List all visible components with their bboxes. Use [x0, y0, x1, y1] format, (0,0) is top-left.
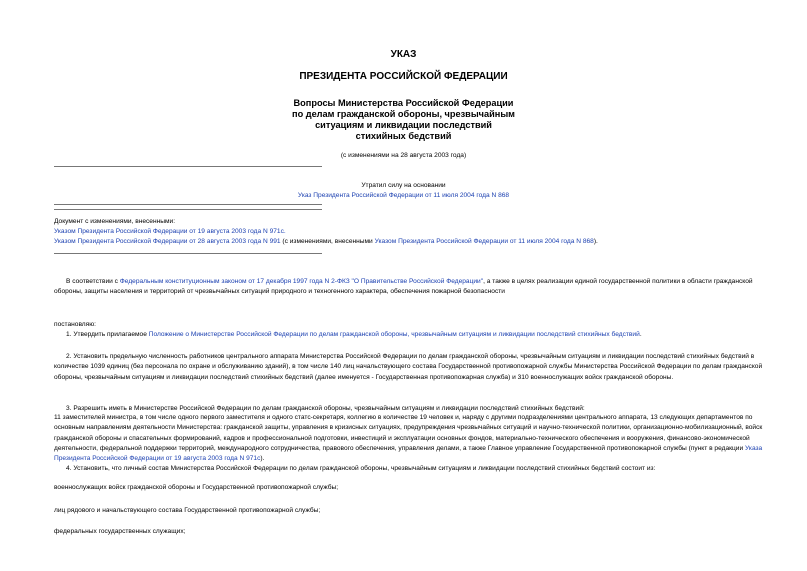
subject-line-1: Вопросы Министерства Российской Федерации: [293, 98, 514, 108]
repeal-decree-link[interactable]: Указ Президента Российской Федерации от 11 июля 2004 года N 868: [297, 192, 510, 199]
constitutional-law-link[interactable]: Федеральным конституционным законом от 17 декабря 1997 года N 2-ФКЗ "О Правительстве Российской Федерации": [119, 278, 484, 285]
item-3-end: ).: [260, 455, 265, 463]
changes-end: ).: [593, 238, 598, 245]
item-2: 2. Установить предельную численность работников центрального аппарата Министерства Российской Федерации по делам гражданской обороны, чрезвычайным ситуациям и ликвидации последствий стихийных бедствий в количестве 1039 единиц (без персонала по охране и обслуживанию зданий), в том числе 140 лиц начальствующего состава Государственной противопожарной службы Министерства Российской Федерации по делам гражданской обороны, чрезвычайным ситуациям и ликвидации последствий стихийных бедствий (далее именуется - Государственная противопожарная служба) и 310 военнослужащих войск гражданской обороны.: [54, 353, 763, 381]
issuer-title: ПРЕЗИДЕНТА РОССИЙСКОЙ ФЕДЕРАЦИИ: [299, 71, 508, 82]
doc-type-title: УКАЗ: [390, 49, 417, 60]
item-3-first: 3. Разрешить иметь в Министерстве Российской Федерации по делам гражданской обороны, чрезвычайным ситуациям и ликвидации последствий стихийных бедствий:: [66, 405, 585, 412]
regulation-link[interactable]: Положение о Министерстве Российской Федерации по делам гражданской обороны, чрезвычайным ситуациям и ликвидации последствий стихийных бедствий: [148, 331, 640, 338]
divider: [54, 209, 322, 210]
status-line: Утратил силу на основании: [361, 182, 446, 189]
item-1-end: .: [639, 331, 642, 338]
subject-line-3: ситуациям и ликвидации последствий: [315, 120, 492, 130]
list-item: федеральных государственных служащих;: [54, 528, 186, 535]
item-3-text: 11 заместителей министра, в том числе одного первого заместителя и одного статс-секретаря, коллегию в количестве 19 человек и, наряду с другими подразделениями центрального аппарата, 13 следующих департаментов по основным направлениям деятельности Министерства: гражданской защиты, управления в кризисных ситуациях, предупреждения чрезвычайных ситуаций и научно-технической политики, организационно-мобилизационный, войск гражданской обороны и спасательных формирований, кадров и профессиональной подготовки, инвестиций и эксплуатации основных фондов, материально-технического обеспечения и вооружения, финансово-экономической деятельности, федеральной поддержки территорий, международного сотрудничества, правового обеспечения, управления делами, а также Главное управление Государственной противопожарной службы (пункт в редакции: [54, 414, 763, 452]
item-4: 4. Установить, что личный состав Министерства Российской Федерации по делам гражданской обороны, чрезвычайным ситуациям и ликвидации последствий стихийных бедствий состоит из:: [66, 465, 656, 472]
changes-intro: Документ с изменениями, внесенными:: [54, 218, 176, 225]
subject-line-2: по делам гражданской обороны, чрезвычайным: [292, 109, 515, 119]
item-3-body: [54, 413, 774, 464]
amendment-link-971[interactable]: Указом Президента Российской Федерации от 19 августа 2003 года N 971с.: [54, 228, 286, 235]
item-1: [54, 330, 774, 340]
changes-mid: (с изменениями, внесенными: [280, 238, 375, 245]
list-item: военнослужащих войск гражданской обороны и Государственной противопожарной службы;: [54, 484, 339, 491]
divider: [54, 253, 322, 254]
amendment-note: (с изменениями на 28 августа 2003 года): [340, 152, 467, 159]
status-link-wrap: [0, 191, 807, 201]
amendment-link-868[interactable]: Указом Президента Российской Федерации от 11 июля 2004 года N 868: [374, 238, 594, 245]
decree-word: постановляю:: [54, 321, 97, 328]
subject-title: [0, 98, 807, 142]
preamble-start: В соответствии с: [66, 278, 120, 285]
subject-line-4: стихийных бедствий: [355, 131, 452, 141]
changes-block: [54, 217, 774, 247]
item-1-start: 1. Утвердить прилагаемое: [66, 331, 149, 338]
divider: [54, 166, 322, 167]
amendment-link-991[interactable]: Указом Президента Российской Федерации от 28 августа 2003 года N 991: [54, 238, 281, 245]
preamble: [54, 277, 774, 298]
divider: [54, 204, 322, 205]
list-item: лиц рядового и начальствующего состава Государственной противопожарной службы;: [54, 507, 321, 514]
preamble-rest: , а также в целях реализации единой государственной политики в области гражданской обороны, защиты населения и территорий от чрезвычайных ситуаций природного и техногенного характера, обеспечения пожарной безопасности: [54, 278, 753, 296]
amendment-link-971-ref[interactable]: Указа Президента Российской Федерации от 19 августа 2003 года N 971с: [54, 444, 763, 463]
